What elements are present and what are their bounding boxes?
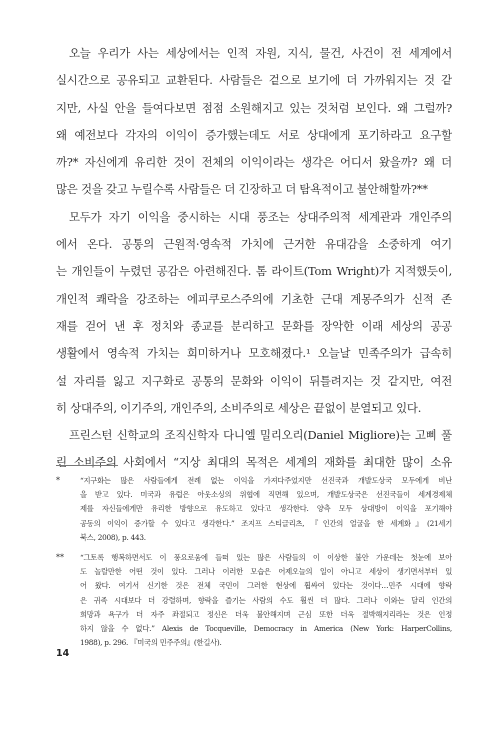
footnote-1-line-1: “지구화는 많은 사람들에게 전례 없는 이익을 가져다주었지만 선진국과 개발도상국 모두에게 비난 xyxy=(80,476,452,485)
footnote-2-line-2: 도 놀랄만한 어떤 것이 있다. 그러나 이러한 모습은 어제오늘의 일이 아니고 세상이 생기면서부터 있 xyxy=(80,567,452,577)
footnotes xyxy=(56,474,452,650)
footnote-1-line-4: 공동의 이익이 증가할 수 있다고 생각한다.” 조지프 스티글리츠, 『인간의 얼굴을 한 세계화』(21세기 xyxy=(80,518,452,528)
paragraph-1-line-1: 오늘 우리가 사는 세상에서는 인적 자원, 지식, 물건, 사건이 전 세계에서 xyxy=(69,46,452,60)
footnote-mark: * xyxy=(56,476,60,485)
footnote-divider xyxy=(56,465,118,466)
paragraph-2-line-8: 히 상대주의, 이기주의, 개인주의, 소비주의로 세상은 끝없이 분열되고 있다. xyxy=(56,400,422,415)
paragraph-1-line-6: 많은 것을 갖고 누릴수록 사람들은 더 긴장하고 더 탐욕적이고 불안해할까?** xyxy=(56,182,428,197)
paragraph-2-line-7: 설 자리를 잃고 지구화로 공통의 문화와 이익이 뒤틀려지는 것 같지만, 여전 xyxy=(56,373,452,388)
paragraph-3-line-2: 린 소비주의 사회에서 “지상 최대의 목적은 세계의 재화를 최대한 많이 소유 xyxy=(56,455,452,470)
footnote-1-line-3: 제를 자신들에게만 유리한 방향으로 유도하고 있다고 생각한다. 양측 모두 상대방이 이익을 포기해야 xyxy=(80,504,452,514)
paragraph-1-line-2: 실시간으로 공유되고 교환된다. 사람들은 겉으로 보기에 더 가까워지는 것 같 xyxy=(56,73,452,88)
paragraph-3-line-1: 프린스턴 신학교의 조직신학자 다니엘 밀리오리(Daniel Migliore)는 고삐 풀 xyxy=(69,428,452,443)
paragraph-2-line-4: 개인적 쾌락을 강조하는 에피쿠로스주의에 기초한 근대 계몽주의가 신적 존 xyxy=(56,291,452,306)
footnote-1-line-5: 북스, 2008), p. 443. xyxy=(80,532,146,542)
footnote xyxy=(56,551,452,650)
paragraph-1-line-3: 지만, 사실 안을 들여다보면 점점 소원해지고 있는 것처럼 보인다. 왜 그럴까? xyxy=(56,100,452,115)
paragraph-2-line-5: 재를 걷어 낸 후 정치와 종교를 분리하고 문화를 장악한 이래 세상의 공공 xyxy=(56,318,452,333)
paragraph-2-line-2: 에서 온다. 공통의 근원적·영속적 가치에 근거한 유대감을 소중하게 여기 xyxy=(56,237,452,252)
paragraph-1-line-4: 왜 예전보다 각자의 이익이 증가했는데도 서로 상대에게 포기하라고 요구할 xyxy=(56,127,452,142)
page-number: 14 xyxy=(56,648,70,659)
footnote-2-line-3: 어 왔다. 여기서 신기한 것은 전체 국민이 그러한 현상에 휩싸여 있다는 것이다…민주 시대에 향락 xyxy=(80,581,452,591)
footnote-2-line-1: “그토록 행복하면서도 이 풍요로움에 들떠 있는 많은 사람들의 이 이상한 불안 가운데는 첫눈에 보아 xyxy=(80,552,452,562)
paragraph-2-line-3: 는 개인들이 누렸던 공감은 아련해진다. 톰 라이트(Tom Wright)가 지적했듯이, xyxy=(56,264,452,279)
main-text xyxy=(56,40,452,477)
paragraph-2-line-1: 모두가 자기 이익을 중시하는 시대 풍조는 상대주의적 세계관과 개인주의 xyxy=(69,209,452,224)
footnote-2-line-5: 희망과 욕구가 더 자주 좌절되고 정신은 더욱 불안해지며 근심 또한 더욱 절박해지리라는 것은 인정 xyxy=(80,609,452,619)
footnote-2-line-7: 1988), p. 296. 『미국의 민주주의』(한길사). xyxy=(80,638,222,648)
footnote-1-line-2: 을 받고 있다. 미국과 유럽은 아웃소싱의 위협에 직면해 있으며, 개발도상국은 선진국들이 세계경제체 xyxy=(80,490,452,500)
paragraph-1-line-5: 까?* 자신에게 유리한 것이 전체의 이익이라는 생각은 어디서 왔을까? 왜 더 xyxy=(56,155,452,170)
paragraph-2-line-6: 생활에서 영속적 가치는 희미하거나 모호해졌다.¹ 오늘날 민족주의가 급속히 xyxy=(56,346,452,361)
footnote-2-line-4: 은 귀족 시대보다 더 강렬하며, 향락을 즐기는 사람의 수도 훨씬 더 많다. 그러나 이와는 달리 인간의 xyxy=(80,595,452,605)
footnote xyxy=(56,474,452,545)
footnote-2-line-6: 하지 않을 수 없다.” Alexis de Tocqueville, Democracy in America (New York: HarperCollins, xyxy=(80,623,452,633)
footnote-mark: ** xyxy=(56,552,64,562)
